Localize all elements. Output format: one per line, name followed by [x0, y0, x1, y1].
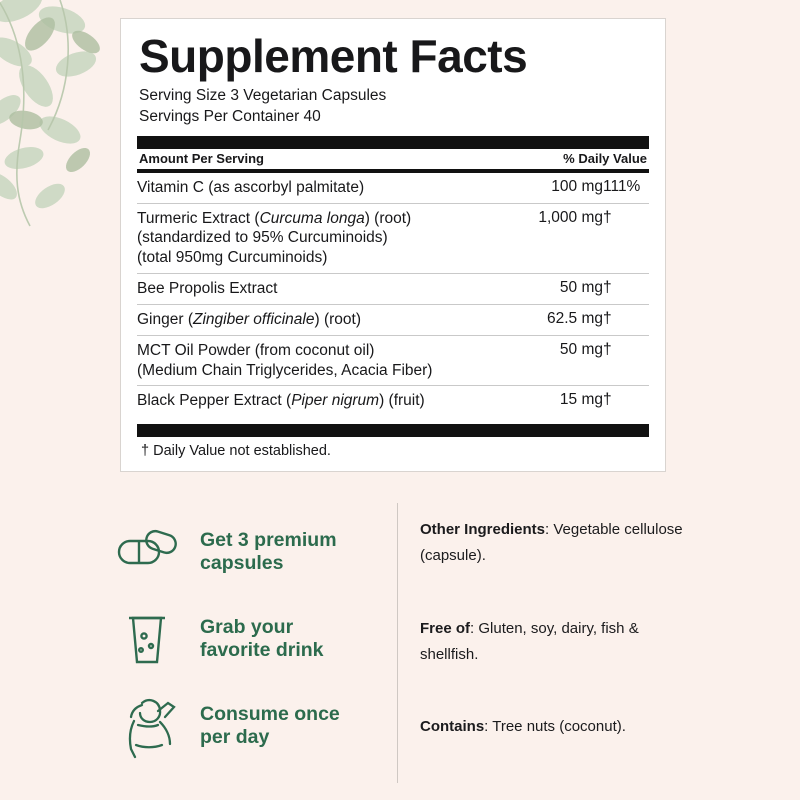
ingredient-name: Bee Propolis Extract	[137, 274, 519, 305]
table-row	[137, 173, 649, 203]
ingredient-daily-value: †	[603, 335, 649, 386]
note-contains	[420, 714, 688, 740]
note-text: : Gluten, soy, dairy, fish & shellfish.	[420, 619, 639, 663]
divider-thick	[137, 136, 649, 149]
usage-step-label: Consume once per day	[200, 703, 340, 748]
ingredient-daily-value: †	[603, 274, 649, 305]
note-other-ingredients	[420, 517, 688, 570]
note-text: : Tree nuts (coconut).	[484, 718, 626, 735]
usage-step	[108, 683, 389, 769]
table-row	[137, 335, 649, 386]
ingredient-name: Turmeric Extract (Curcuma longa) (root) (standardized to 95% Curcuminoids) (total 950mg Curcuminoids)	[137, 203, 519, 273]
serving-size: Serving Size 3 Vegetarian Capsules	[139, 86, 387, 104]
ingredient-name: MCT Oil Powder (from coconut oil) (Medium Chain Triglycerides, Acacia Fiber)	[137, 335, 519, 386]
note-label: Free of	[420, 619, 471, 637]
table-row	[137, 304, 649, 335]
ingredient-amount: 15 mg	[559, 391, 603, 409]
table-row	[137, 274, 649, 305]
footnote: † Daily Value not established.	[141, 443, 331, 460]
ingredient-name: Ginger (Zingiber officinale) (root)	[137, 304, 519, 335]
note-label: Other Ingredients	[420, 521, 546, 538]
ingredient-amount: 62.5 mg	[519, 304, 603, 335]
glass-icon	[108, 610, 186, 668]
ingredient-amount: 100 mg	[519, 173, 603, 203]
page-title: Supplement Facts	[139, 30, 528, 82]
note-label: Contains	[420, 718, 485, 735]
ingredient-daily-value: 111%	[603, 173, 649, 203]
capsule-icon	[108, 529, 186, 575]
daily-value-header: % Daily Value	[563, 150, 647, 166]
ingredient-name: Vitamin C (as ascorbyl palmitate)	[137, 173, 519, 203]
usage-and-notes-section	[108, 503, 688, 783]
table-row	[137, 386, 649, 416]
ingredient-daily-value: †	[603, 391, 612, 409]
product-notes	[398, 503, 688, 783]
ingredient-name: Black Pepper Extract (Piper nigrum) (fruit)	[137, 392, 425, 410]
usage-step-label: Grab your favorite drink	[200, 616, 324, 661]
usage-step	[108, 509, 389, 595]
note-free-of	[420, 616, 688, 669]
ingredient-daily-value: †	[603, 304, 649, 335]
table-row	[137, 203, 649, 273]
divider-thick-bottom	[137, 424, 649, 437]
usage-step	[108, 596, 389, 682]
supplement-facts-panel	[120, 18, 666, 472]
note-text: : Vegetable cellulose (capsule).	[420, 521, 683, 565]
ingredient-amount: 1,000 mg	[519, 203, 603, 273]
usage-step-label: Get 3 premium capsules	[200, 529, 337, 574]
person-drinking-icon	[108, 691, 186, 761]
usage-steps	[108, 503, 398, 783]
table-header-row	[137, 149, 649, 169]
ingredient-daily-value: †	[603, 203, 649, 273]
ingredient-amount: 50 mg	[519, 274, 603, 305]
ingredients-table	[137, 173, 649, 416]
servings-per-container: Servings Per Container 40	[139, 107, 321, 125]
ingredient-amount: 50 mg	[519, 335, 603, 386]
amount-per-serving-header: Amount Per Serving	[139, 150, 264, 166]
